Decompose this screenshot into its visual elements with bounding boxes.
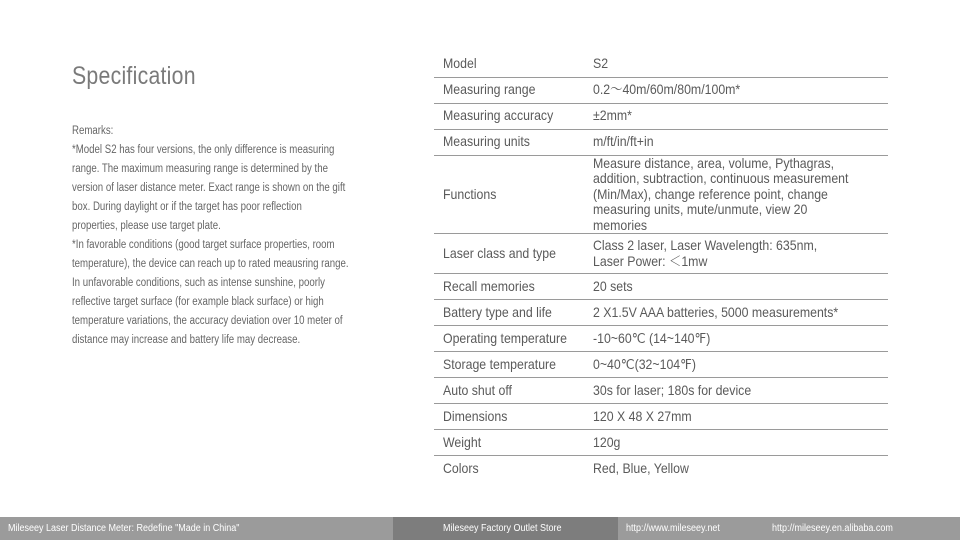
specification-table — [434, 51, 888, 482]
spec-label: Operating temperature — [443, 329, 567, 346]
spec-label: Battery type and life — [443, 303, 552, 320]
spec-value: -10~60℃ (14~140℉) — [592, 329, 711, 346]
spec-value: m/ft/in/ft+in — [592, 133, 654, 150]
spec-label: Measuring units — [443, 133, 530, 150]
table-row — [434, 155, 888, 234]
spec-value: 2 X1.5V AAA batteries, 5000 measurements* — [592, 303, 839, 320]
spec-value: 30s for laser; 180s for device — [592, 381, 752, 398]
spec-label: Functions — [443, 185, 497, 202]
footer-bar — [0, 517, 960, 540]
spec-value: ±2mm* — [592, 107, 632, 124]
table-row — [434, 326, 888, 352]
spec-label: Storage temperature — [443, 355, 556, 372]
spec-label: Colors — [443, 460, 479, 476]
table-row — [434, 300, 888, 326]
remarks-note-1: *Model S2 has four versions, the only difference is measuring range. The maximum measuring range is determined by the version of laser distance meter. Exact range is shown on the gift box. During daylight or if the target has poor reflection properties, please use target plate. — [72, 144, 346, 232]
table-row — [434, 274, 888, 300]
spec-value: 120g — [592, 433, 621, 450]
spec-label: Recall memories — [443, 277, 535, 294]
table-row — [434, 430, 888, 456]
spec-value: Class 2 laser, Laser Wavelength: 635nm, Laser Power: ＜1mw — [592, 237, 818, 269]
remarks-heading: Remarks: — [72, 125, 114, 137]
spec-value: 20 sets — [592, 277, 633, 294]
table-row — [434, 234, 888, 274]
spec-value: 120 X 48 X 27mm — [592, 407, 692, 424]
table-row — [434, 352, 888, 378]
footer-slogan: Mileseey Laser Distance Meter: Redefine "Made in China" — [8, 523, 240, 534]
table-row — [434, 456, 888, 482]
table-row — [434, 77, 888, 103]
page-title: Specification — [72, 62, 196, 90]
spec-label: Measuring accuracy — [443, 107, 554, 124]
footer-website-link[interactable]: http://www.mileseey.net — [626, 523, 720, 534]
spec-value: Measure distance, area, volume, Pythagras, addition, subtraction, continuous measurement (Min/Max), change reference point, change measuring units, mute/unmute, view 20 memories — [592, 154, 849, 233]
spec-label: Auto shut off — [443, 381, 512, 398]
spec-label: Model — [443, 55, 477, 71]
footer-store-name: Mileseey Factory Outlet Store — [443, 523, 562, 534]
spec-value: 0~40℃(32~104℉) — [592, 355, 696, 372]
spec-value: Red, Blue, Yellow — [592, 460, 689, 476]
table-row — [434, 51, 888, 77]
table-row — [434, 103, 888, 129]
remarks-block — [72, 122, 349, 350]
spec-label: Dimensions — [443, 407, 508, 424]
table-row — [434, 129, 888, 155]
remarks-note-2: *In favorable conditions (good target surface properties, room temperature), the device can reach up to rated meausring range. In unfavorable conditions, such as intense sunshine, poorly reflective target surface (for example black surface) or high temperature variations, the accuracy deviation over 10 meter of distance may increase and battery life may decrease. — [72, 239, 349, 346]
table-row — [434, 404, 888, 430]
spec-label: Laser class and type — [443, 244, 556, 261]
spec-value: S2 — [592, 55, 608, 71]
footer-alibaba-link[interactable]: http://mileseey.en.alibaba.com — [772, 523, 893, 534]
table-row — [434, 378, 888, 404]
spec-value: 0.2～40m/60m/80m/100m* — [592, 81, 741, 98]
spec-label: Measuring range — [443, 81, 536, 98]
spec-label: Weight — [443, 433, 482, 450]
